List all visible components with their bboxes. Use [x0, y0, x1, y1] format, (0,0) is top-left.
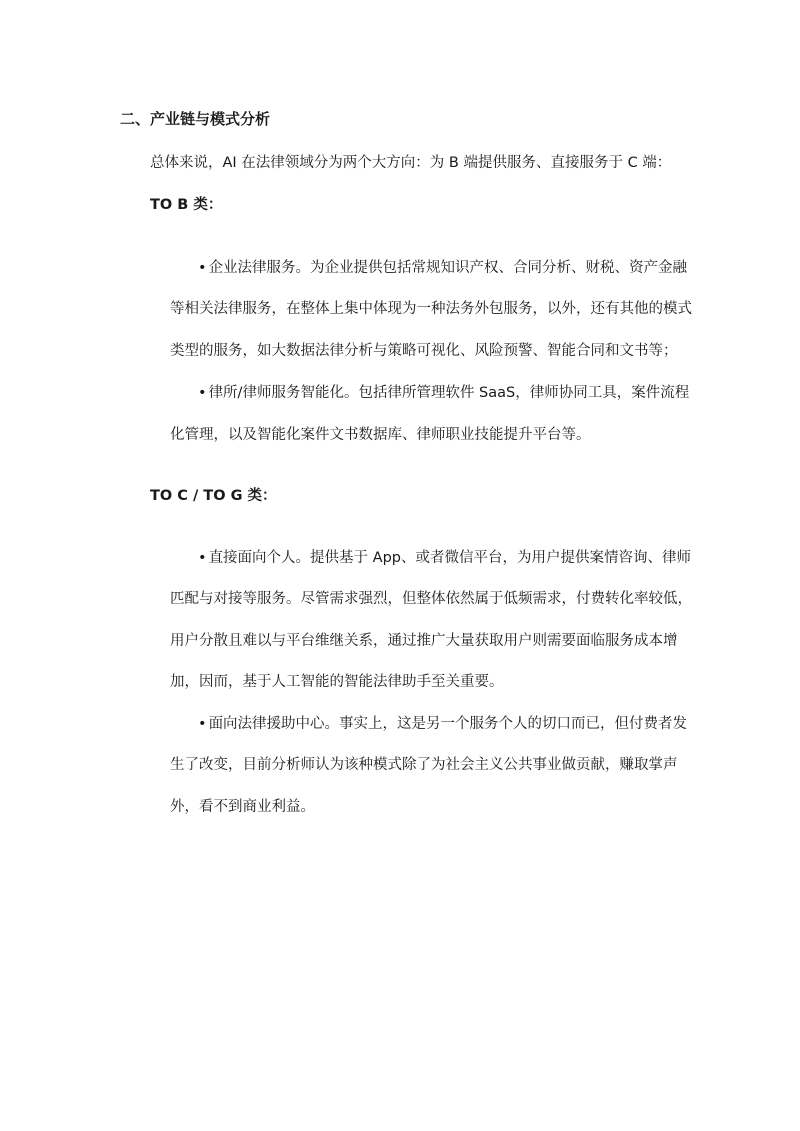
bullet-icon: • — [198, 385, 207, 401]
to-c-heading: TO C / TO G 类： — [150, 488, 277, 504]
to-c-item-2-line-2: 生了改变，目前分析师认为该种模式除了为社会主义公共事业做贡献，赚取掌声 — [170, 757, 678, 773]
to-b-item-2-line-2: 化管理，以及智能化案件文书数据库、律师职业技能提升平台等。 — [170, 427, 591, 443]
to-b-item-1-line-2: 等相关法律服务，在整体上集中体现为一种法务外包服务，以外，还有其他的模式 — [170, 301, 692, 317]
to-c-item-1-line-2: 匹配与对接等服务。尽管需求强烈，但整体依然属于低频需求，付费转化率较低， — [170, 591, 692, 607]
to-b-item-1-line-1: • 企业法律服务。为企业提供包括常规知识产权、合同分析、财税、资产金融 — [198, 260, 688, 276]
bullet-icon: • — [198, 260, 207, 276]
intro-paragraph: 总体来说，AI 在法律领域分为两个大方向：为 B 端提供服务、直接服务于 C 端： — [150, 155, 672, 171]
to-b-heading: TO B 类： — [150, 197, 223, 213]
to-c-item-1-line-1: • 直接面向个人。提供基于 App、或者微信平台，为用户提供案情咨询、律师 — [198, 550, 691, 566]
to-c-item-1-line-4: 加，因而，基于人工智能的智能法律助手至关重要。 — [170, 674, 504, 690]
bullet-icon: • — [198, 550, 207, 566]
to-c-item-2-line-1: • 面向法律援助中心。事实上，这是另一个服务个人的切口而已，但付费者发 — [198, 716, 688, 732]
to-b-item-2-line-1: • 律所/律师服务智能化。包括律所管理软件 SaaS，律师协同工具，案件流程 — [198, 385, 690, 401]
to-b-item-1-line-3: 类型的服务，如大数据法律分析与策略可视化、风险预警、智能合同和文书等； — [170, 343, 678, 359]
to-c-item-1-line-3: 用户分散且难以与平台维继关系，通过推广大量获取用户则需要面临服务成本增 — [170, 633, 678, 649]
section-title: 二、产业链与模式分析 — [120, 110, 271, 128]
to-c-item-2-line-3: 外，看不到商业利益。 — [170, 799, 315, 815]
bullet-icon: • — [198, 716, 207, 732]
